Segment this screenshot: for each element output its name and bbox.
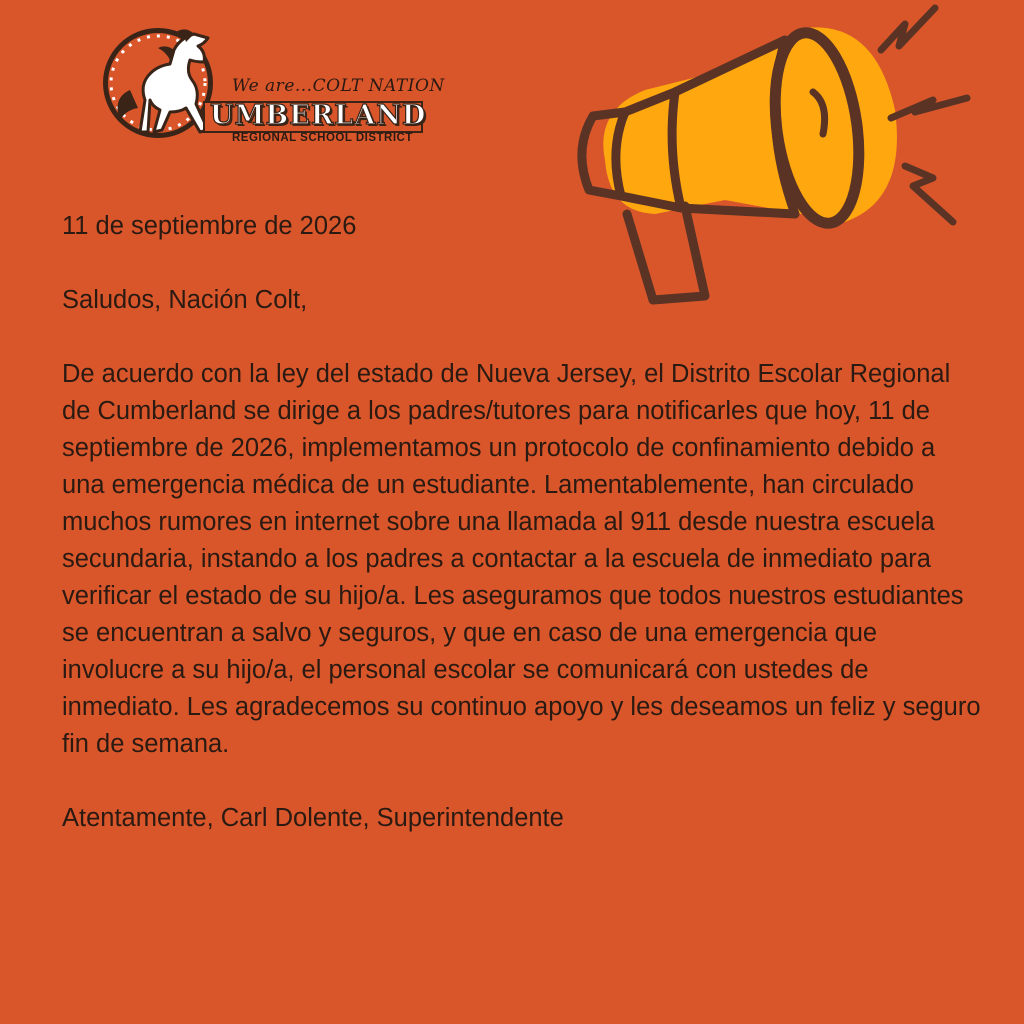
logo-wordmark: UMBERLAND <box>210 100 427 131</box>
letter-date: 11 de septiembre de 2026 <box>62 212 357 240</box>
announcement-letter <box>62 208 982 874</box>
letter-body: De acuerdo con la ley del estado de Nueva Jersey, el Distrito Escolar Regional de Cumberland se dirige a los padres/tutores para notificarles que hoy, 11 de septiembre de 2026, implementamos un protocolo de confinamiento debido a una emergencia médica de un estudiante. Lamentablemente, han circulado muchos rumores en internet sobre una llamada al 911 desde nuestra escuela secundaria, instando a los padres a contactar a la escuela de inmediato para verificar el estado de su hijo/a. Les aseguramos que todos nuestros estudiantes se encuentran a salvo y seguros, y que en caso de una emergencia que involucre a su hijo/a, el personal escolar se comunicará con ustedes de inmediato. Les agradecemos su continuo apoyo y les deseamos un feliz y seguro fin de semana. <box>62 360 981 758</box>
logo-subtitle: REGIONAL SCHOOL DISTRICT <box>232 132 413 144</box>
logo-tagline: We are...COLT NATION <box>232 76 445 96</box>
letter-signature: Atentamente, Carl Dolente, Superintendente <box>62 804 564 832</box>
district-logo <box>100 20 445 150</box>
letter-greeting: Saludos, Nación Colt, <box>62 286 308 314</box>
